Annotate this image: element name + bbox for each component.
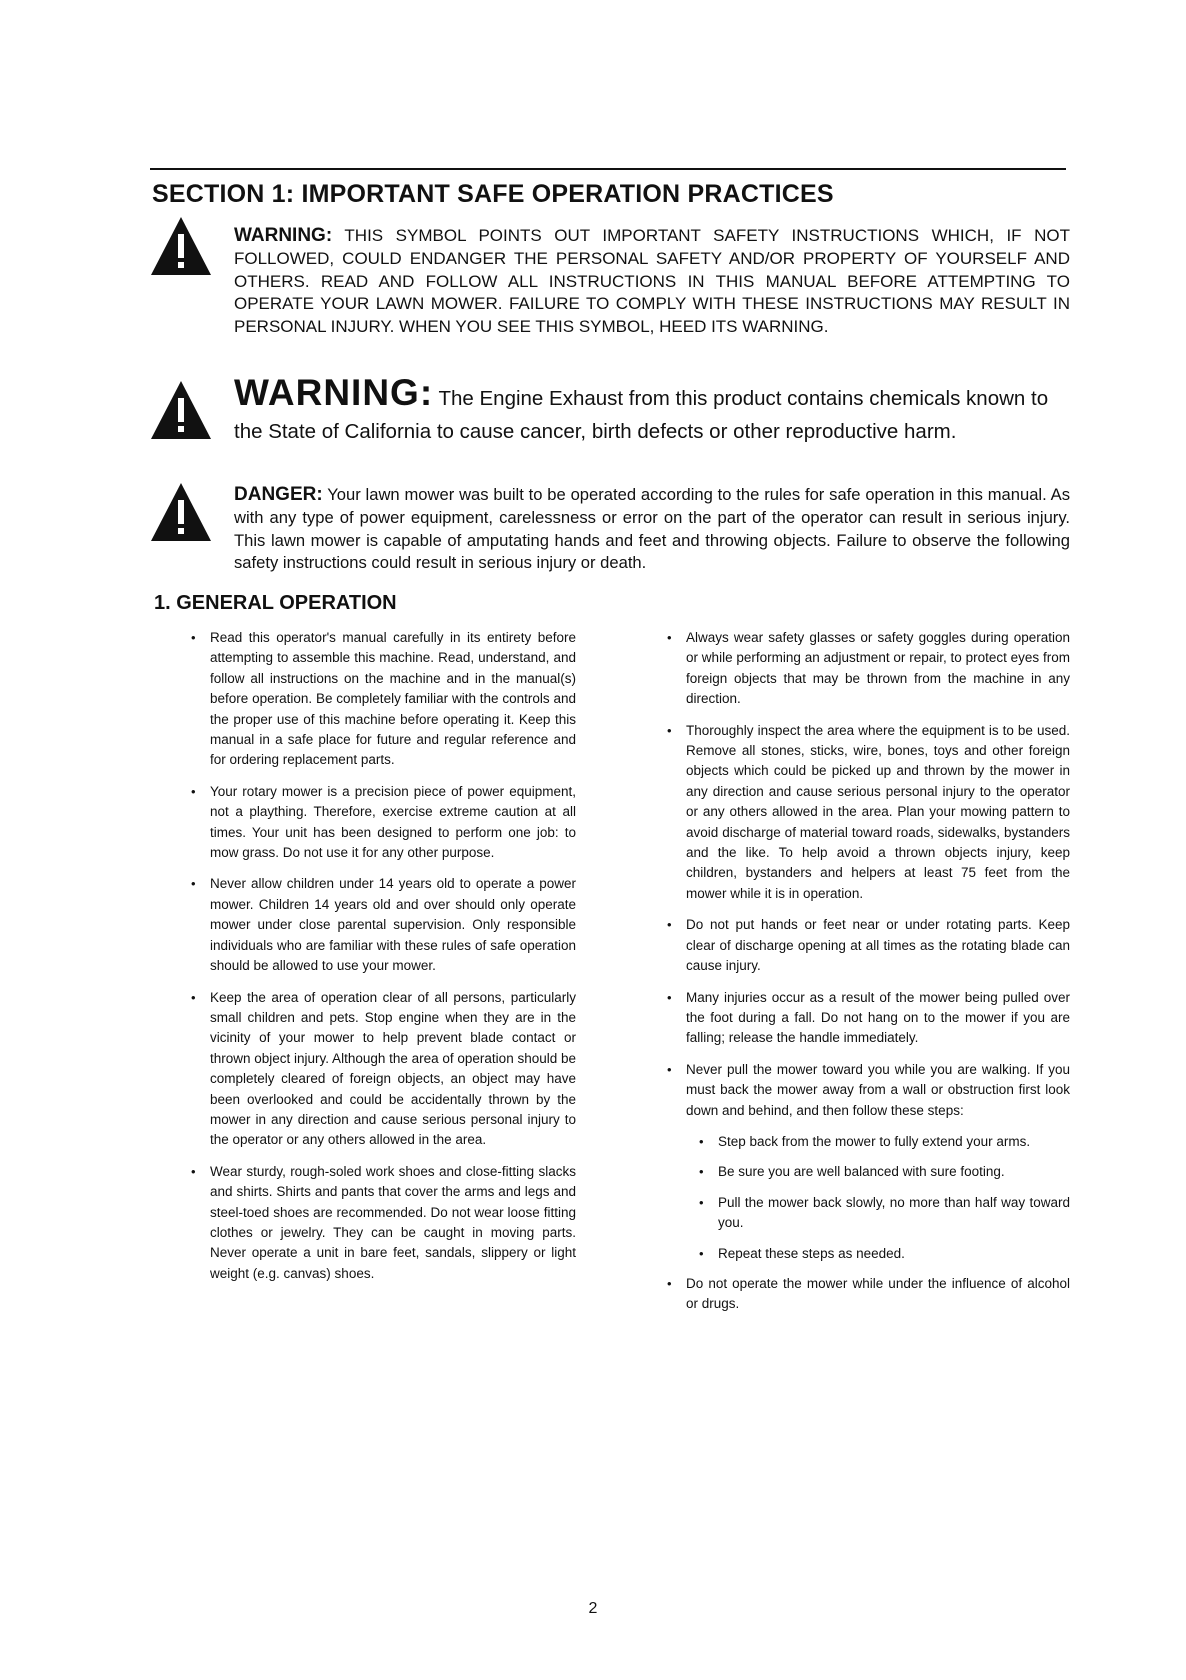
right-bullet-list-continued bbox=[664, 1274, 1070, 1315]
left-bullet-list bbox=[188, 628, 576, 1284]
warning-lead: WARNING: bbox=[234, 225, 333, 246]
list-item: • Read this operator's manual carefully in its entirety before attempting to assemble this machine. Read, understand, and follow all instructions on the machine and in the manual(s) before operation. Be completely familiar with the controls and the proper use of this machine before operating it. Keep this manual in a safe place for future and regular reference and for ordering replacement parts. bbox=[188, 628, 576, 771]
danger-notice bbox=[234, 484, 1070, 575]
list-item: • Keep the area of operation clear of all persons, particularly small children and pets. Stop engine when they are in the vicinity of your mower to help prevent blade contact or thrown object injury. Although the area of operation should be completely cleared of foreign objects, an object may have been overlooked and could be accidentally thrown by the mower in any direction and cause serious personal injury to the operator or any others allowed in the area. bbox=[188, 988, 576, 1151]
list-item: • Always wear safety glasses or safety goggles during operation or while performing an adjustment or repair, to protect eyes from foreign objects that may be thrown from the machine in any direction. bbox=[664, 628, 1070, 710]
list-item: • Many injuries occur as a result of the mower being pulled over the foot during a fall. Do not hang on to the mower if you are falling; release the handle immediately. bbox=[664, 988, 1070, 1049]
step-item: • Repeat these steps as needed. bbox=[696, 1244, 1070, 1264]
general-operation-heading: 1. GENERAL OPERATION bbox=[154, 592, 397, 614]
right-column bbox=[664, 628, 1070, 1326]
warning-triangle-icon bbox=[150, 482, 212, 542]
list-item: • Wear sturdy, rough-soled work shoes and close-fitting slacks and shirts. Shirts and pants that cover the arms and legs and steel-toed shoes are recommended. Do not wear loose fitting clothes or jewelry. They can be caught in moving parts. Never operate a unit in bare feet, sandals, slippery or light weight (e.g. canvas) shoes. bbox=[188, 1162, 576, 1284]
right-bullet-list bbox=[664, 628, 1070, 1121]
warning-notice bbox=[234, 225, 1070, 339]
page-number: 2 bbox=[588, 1600, 598, 1617]
danger-text: Your lawn mower was built to be operated according to the rules for safe operation in this manual. As with any type of power equipment, carelessness or error on the part of the operator can result in serious injury. This lawn mower is capable of amputating hands and feet and throwing objects. Failure to observe the following safety instructions could result in serious injury or death. bbox=[234, 485, 1070, 573]
section-title: SECTION 1: IMPORTANT SAFE OPERATION PRACTICES bbox=[152, 180, 834, 208]
warning-triangle-icon bbox=[150, 380, 212, 440]
backing-steps-list bbox=[664, 1132, 1070, 1264]
list-item: • Your rotary mower is a precision piece of power equipment, not a plaything. Therefore, exercise extreme caution at all times. Your unit has been designed to perform one job: to mow grass. Do not use it for any other purpose. bbox=[188, 782, 576, 864]
list-item: • Never pull the mower toward you while you are walking. If you must back the mower away from a wall or obstruction first look down and behind, and then follow these steps: bbox=[664, 1060, 1070, 1121]
warning-lead-large: WARNING: bbox=[234, 372, 434, 413]
list-item: • Do not put hands or feet near or under rotating parts. Keep clear of discharge opening at all times as the rotating blade can cause injury. bbox=[664, 915, 1070, 976]
list-item: • Do not operate the mower while under the influence of alcohol or drugs. bbox=[664, 1274, 1070, 1315]
warning-triangle-icon bbox=[150, 216, 212, 276]
step-item: • Be sure you are well balanced with sure footing. bbox=[696, 1162, 1070, 1182]
list-item: • Thoroughly inspect the area where the equipment is to be used. Remove all stones, sticks, wire, bones, toys and other foreign objects which could be picked up and thrown by the mower in any direction and cause serious personal injury to the operator or any others allowed in the area. Plan your mowing pattern to avoid discharge of material toward roads, sidewalks, bystanders and the like. To help avoid a thrown objects injury, keep children, bystanders and helpers at least 75 feet from the mower while it is in operation. bbox=[664, 721, 1070, 905]
top-rule bbox=[150, 168, 1066, 170]
warning-text: THIS SYMBOL POINTS OUT IMPORTANT SAFETY INSTRUCTIONS WHICH, IF NOT FOLLOWED, COULD ENDANGER THE PERSONAL SAFETY AND/OR PROPERTY OF YOURSELF AND OTHERS. READ AND FOLLOW ALL INSTRUCTIONS IN THIS MANUAL BEFORE ATTEMPTING TO OPERATE YOUR LAWN MOWER. FAILURE TO COMPLY WITH THESE INSTRUCTIONS MAY RESULT IN PERSONAL INJURY. WHEN YOU SEE THIS SYMBOL, HEED ITS WARNING. bbox=[234, 226, 1070, 337]
list-item: • Never allow children under 14 years old to operate a power mower. Children 14 years old and over should only operate mower under close parental supervision. Only responsible individuals who are familiar with these rules of safe operation should be allowed to use your mower. bbox=[188, 874, 576, 976]
step-item: • Step back from the mower to fully extend your arms. bbox=[696, 1132, 1070, 1152]
california-warning-text: The Engine Exhaust from this product contains chemicals known to the State of California to cause cancer, birth defects or other reproductive harm. bbox=[234, 387, 1049, 443]
left-column bbox=[188, 628, 576, 1295]
step-item: • Pull the mower back slowly, no more than half way toward you. bbox=[696, 1193, 1070, 1234]
danger-lead: DANGER: bbox=[234, 484, 323, 505]
california-warning bbox=[234, 372, 1074, 448]
